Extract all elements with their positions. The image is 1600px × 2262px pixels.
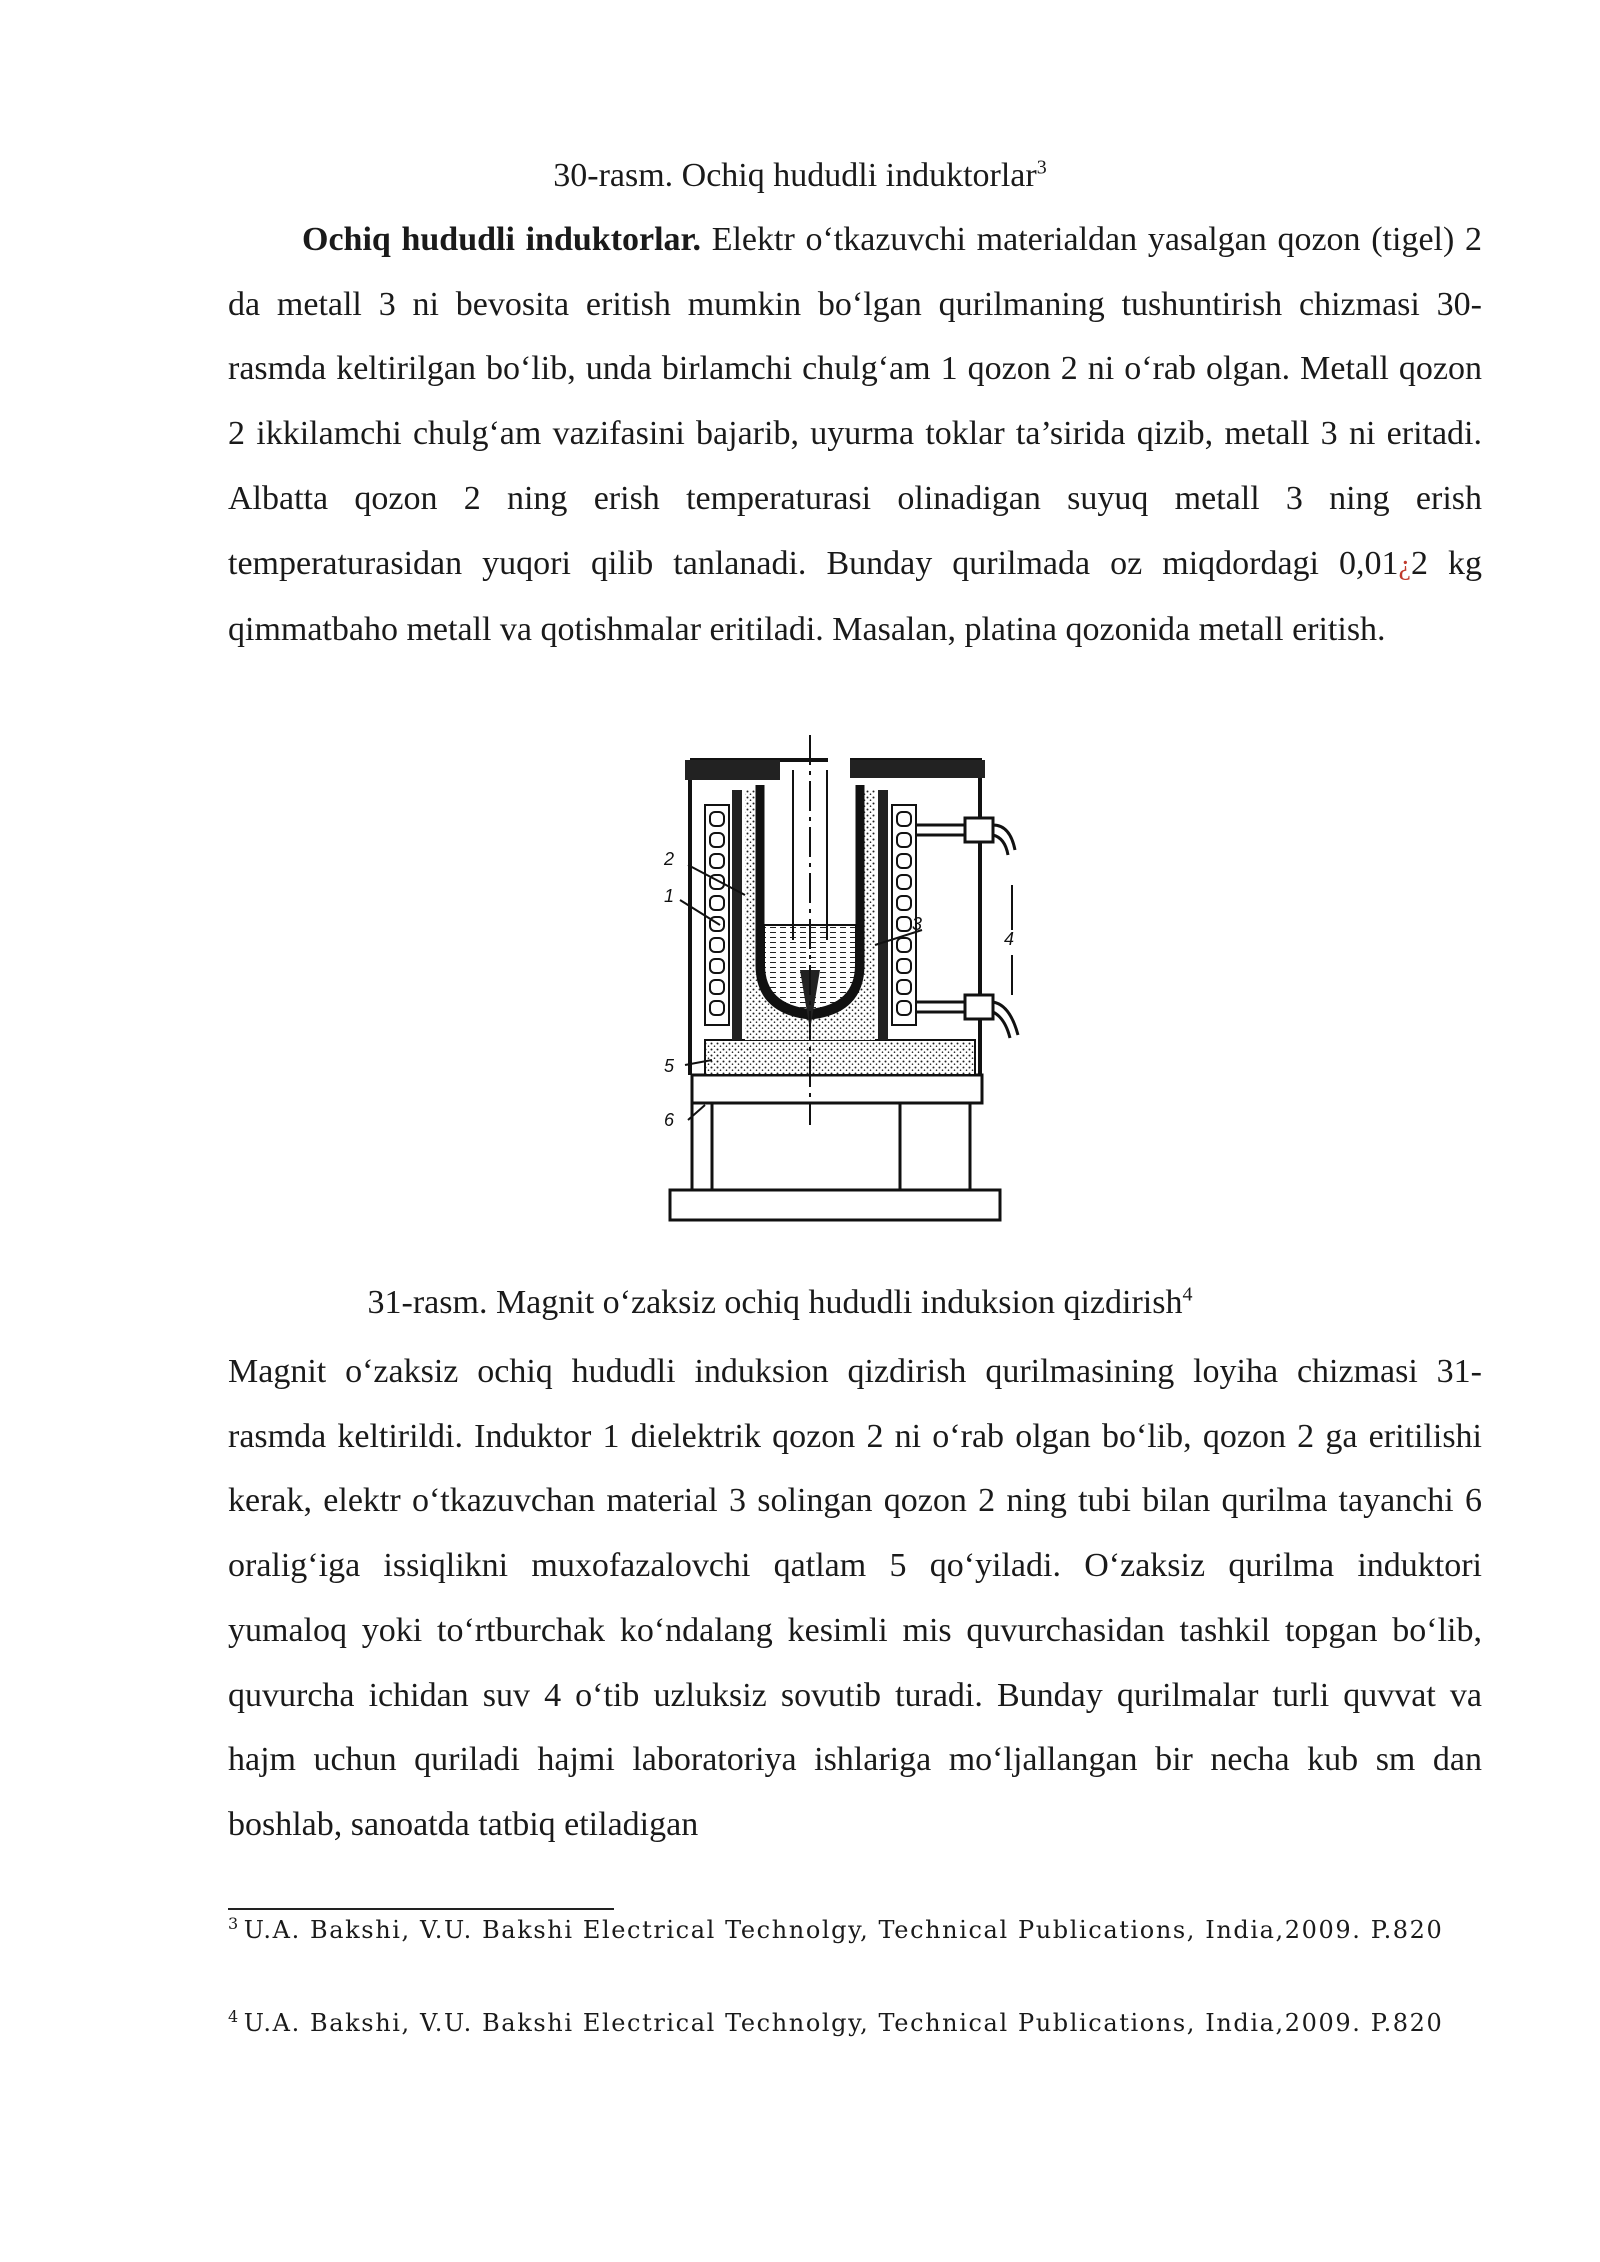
inner-wall-left [732, 790, 742, 1040]
label-3: 3 [912, 914, 923, 934]
paragraph-text-cont: 2 kg qimmatbaho metall va qotishmalar eritiladi. Masalan, platina qozonida metall eritish. [228, 544, 1482, 649]
label-2: 2 [664, 849, 675, 869]
thermal-layer [705, 1040, 975, 1075]
caption-figure-31 [0, 1283, 1580, 1323]
label-4: 4 [1004, 929, 1015, 949]
water-pipe-bottom [916, 995, 1018, 1038]
footnote-ref: 3 [1036, 156, 1047, 179]
footnote-number: 4 [228, 2007, 240, 2026]
footnote-number: 3 [228, 1914, 240, 1933]
footnote-text: U.A. Bakshi, V.U. Bakshi Electrical Technolgy, Technical Publications, India,2009. P.820 [243, 2009, 1444, 2037]
footnote-3 [228, 1916, 1443, 1944]
label-1: 1 [664, 886, 675, 906]
caption-text: 31-rasm. Magnit o‘zaksiz ochiq hududli induksion qizdirish [367, 1284, 1183, 1321]
inner-wall-right [878, 790, 888, 1040]
paragraph-text: Magnit o‘zaksiz ochiq hududli induksion qizdirish qurilmasining loyiha chizmasi 31-rasmda keltirildi. Induktor 1 dielektrik qozon 2 ni o‘rab olgan bo‘lib, qozon 2 ga eritilishi kerak, elektr o‘tkazuvchan material 3 solingan qozon 2 ning tubi bilan qurilma tayanchi 6 oralig‘iga issiqlikni muxofazalovchi qatlam 5 qo‘yiladi. O‘zaksiz qurilma induktori yumaloq yoki to‘rtburchak ko‘ndalang kesimli mis quvurchasidan tashkil topgan bo‘lib, quvurcha ichidan suv 4 o‘tib uzluksiz sovutib turadi. Bunday qurilmalar turli quvvat va hajm uchun quriladi hajmi laboratoriya ishlariga mo‘ljallangan bir necha kub sm dan boshlab, sanoatda tatbiq etiladigan [228, 1353, 1482, 1843]
paragraph-text: Elektr o‘tkazuvchi materialdan yasalgan qozon (tigel) 2 da metall 3 ni bevosita eritish mumkin bo‘lgan qurilmaning tushuntirish chizmasi 30-rasmda keltirilgan bo‘lib, unda birlamchi chulg‘am 1 qozon 2 ni o‘rab olgan. Metall qozon 2 ikkilamchi chulg‘am vazifasini bajarib, uyurma toklar ta’sirida qizib, metall 3 ni eritadi. Albatta qozon 2 ning erish temperaturasi olinadigan suyuq metall 3 ning erish temperaturasidan yuqori qilib tanlanadi. Bunday qurilmada oz miqdordagi 0,01 [228, 221, 1482, 582]
caption-text: 30-rasm. Ochiq hududli induktorlar [553, 157, 1037, 194]
lid-left [685, 760, 780, 780]
footnote-4 [228, 2009, 1443, 2037]
footnote-text: U.A. Bakshi, V.U. Bakshi Electrical Technolgy, Technical Publications, India,2009. P.820 [243, 1916, 1444, 1944]
label-6: 6 [664, 1110, 675, 1130]
footnote-separator [228, 1908, 614, 1910]
water-pipe-top [916, 818, 1015, 855]
lid-right [850, 760, 985, 778]
paragraph-lead: Ochiq hududli induktorlar. [302, 221, 702, 258]
unknown-glyph: ¿ [1398, 549, 1411, 581]
paragraph-coreless-heating [228, 1340, 1482, 1858]
footnote-ref: 4 [1182, 1283, 1193, 1306]
label-5: 5 [664, 1056, 675, 1076]
support-leg-right [900, 1100, 970, 1190]
base-plate [670, 1190, 1000, 1220]
inductor-coil-left [705, 805, 729, 1025]
caption-figure-30 [0, 156, 1600, 196]
paragraph-open-inductors [228, 208, 1482, 663]
induction-furnace-diagram [650, 730, 1050, 1250]
support-top [692, 1075, 982, 1103]
